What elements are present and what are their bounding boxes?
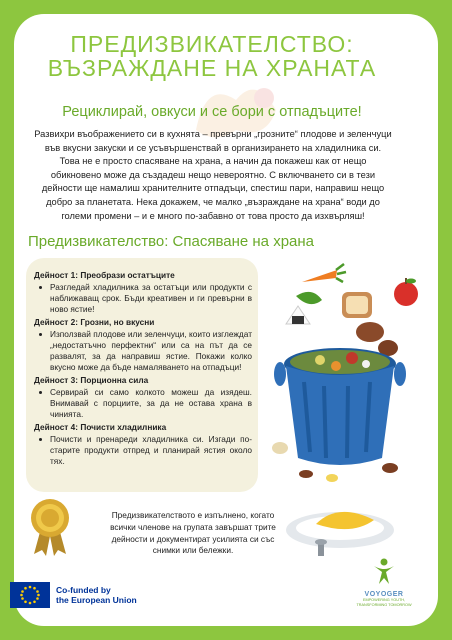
- voyoger-figure-icon: [369, 556, 399, 586]
- eu-funding-text: [56, 585, 137, 605]
- title-line-1: ПРЕДИЗВИКАТЕЛСТВО:: [70, 31, 354, 57]
- activity-title: Дейност 4: Почисти хладилника: [34, 422, 167, 432]
- activity-title: Дейност 3: Порционна сила: [34, 375, 149, 385]
- title-line-2: ВЪЗРАЖДАНЕ НА ХРАНАТА: [47, 55, 377, 81]
- logo-wordmark: VOYOGER: [364, 591, 404, 598]
- apple-icon: [394, 278, 418, 306]
- eu-flag-icon: [10, 582, 50, 608]
- activities-list: [34, 268, 252, 469]
- cabbage-leaf-icon: [296, 292, 322, 304]
- voyoger-logo: [356, 556, 412, 607]
- eu-line-2: the European Union: [56, 595, 137, 605]
- food-bin-illustration: [262, 262, 422, 502]
- activity-text: Сервирай си само колкото можеш да изядеш. Внимавай с порциите, за да не остава храна в чинията.: [34, 387, 252, 420]
- activity-title: Дейност 2: Грозни, но вкусни: [34, 317, 155, 327]
- meat-icon: [356, 322, 384, 342]
- activity-text: Разгледай хладилника за остатъци или продукти с наближаващ срок. Бъди креативен и ги превърни в ново ястие!: [34, 282, 252, 315]
- activity-text: Почисти и пренареди хладилника си. Изгади по-старите продукти отпред и планирай ястия около тях.: [34, 434, 252, 467]
- closing-note: Предизвикателството е изпълнено, когато всички членове на групата завършат трите дейности и документират усилията си със снимки или бележки.: [110, 510, 276, 556]
- plate-with-food-icon: [282, 484, 410, 558]
- page-title: [0, 32, 424, 80]
- intro-paragraph: Развихри въображението си в кухнята – превърни „грозните“ плодове и зеленчуци във вкусни закуски и се усъвършенствай в организирането на хладилника си. Това не е просто спасяване на храна, а начин да покажеш как от нещо обикновено може да създадеш нещо невероятно. С включването си в тези дейности ще намалиш хранителните отпадъци, спестиш пари, направиш нещо добро за планетата. Нека докажем, че малко „възраждане на храна“ води до големи промени – и е много по-забавно от това просто да изхвърляш!: [34, 129, 392, 221]
- logo-tagline: EMPOWERING YOUTH, TRANSFORMING TOMORROW: [356, 598, 412, 607]
- eu-funding-badge: [10, 582, 137, 608]
- subtitle: Рециклирай, овкуси и се бори с отпадъците!: [62, 104, 362, 120]
- bread-icon: [342, 292, 372, 318]
- trash-bin-icon: [274, 348, 406, 465]
- rice-ball-icon: [286, 306, 310, 324]
- section-title: Предизвикателство: Спасяване на храна: [28, 233, 315, 250]
- carrot-icon: [302, 264, 346, 282]
- medal-icon: [26, 496, 74, 556]
- eu-line-1: Co-funded by: [56, 585, 111, 595]
- activity-text: Използвай плодове или зеленчуци, които изглеждат „недостатъчно перфектни“ или са на път да се развалят, за да направиш ястие. Покажи колко вкусно може да бъде намаляването на отпадъци!: [34, 329, 252, 373]
- activity-title: Дейност 1: Преобрази остатъците: [34, 270, 175, 280]
